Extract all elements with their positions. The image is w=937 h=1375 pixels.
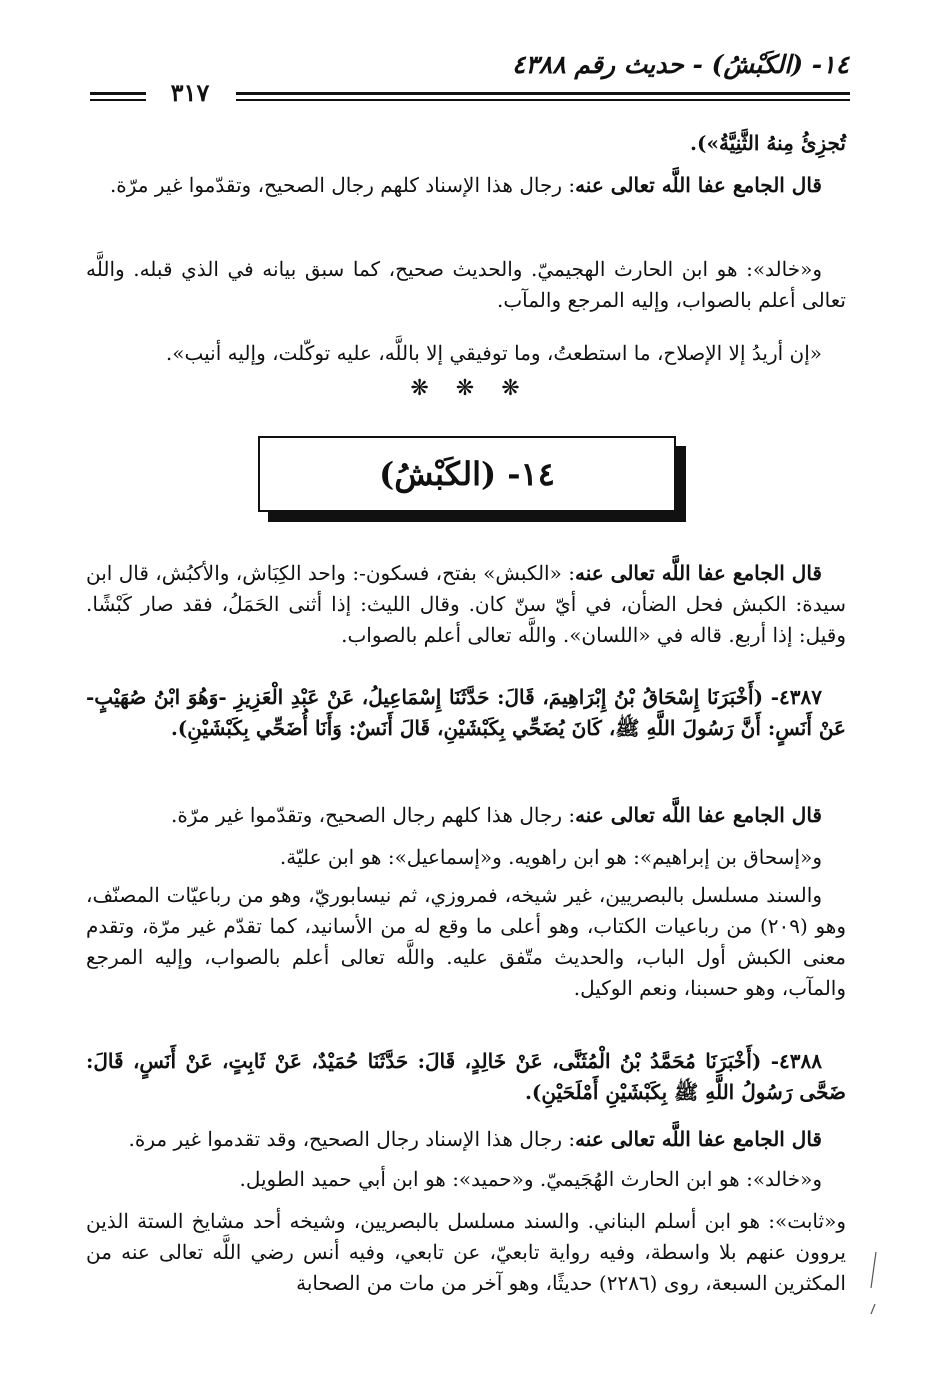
jami-lead: قال الجامع عفا اللَّه تعالى عنه [575, 803, 822, 827]
jami-lead: قال الجامع عفا اللَّه تعالى عنه [575, 1127, 822, 1151]
paragraph-text: : رجال هذا الإسناد كلهم رجال الصحيح، وتقدّموا غير مرّة. [109, 173, 576, 197]
paragraph-text: : رجال هذا كلهم رجال الصحيح، وتقدّموا غير مرّة. [171, 803, 576, 827]
hadith-4388: ٤٣٨٨- (أَخْبَرَنَا مُحَمَّدُ بْنُ الْمُثَنَّى، عَنْ خَالِدٍ، قَالَ: حَدَّثَنَا حُمَيْدٌ، عَنْ ثَابِتٍ، عَنْ أَنَسٍ، قَالَ: ضَحَّى رَسُولُ اللَّهِ ﷺ بِكَبْشَيْنِ أَمْلَحَيْنِ). [86, 1049, 846, 1104]
chapter-heading [258, 436, 676, 512]
header-rule-right [236, 92, 850, 101]
paragraph-khalid-1: و«خالد»: هو ابن الحارث الهجيميّ. والحديث صحيح، كما سبق بيانه في الذي قبله. واللَّه تعالى أعلم بالصواب، وإليه المرجع والمآب. [86, 257, 846, 312]
paragraph-jami-3 [86, 1124, 846, 1155]
paragraph-jami-1 [86, 170, 846, 201]
margin-pencil-mark-2 [866, 1300, 880, 1320]
chapter-title: ١٤- (الكَبْشُ) [379, 455, 555, 493]
jami-lead: قال الجامع عفا اللَّه تعالى عنه [575, 173, 822, 197]
margin-pencil-mark [866, 1250, 880, 1290]
jami-lead: قال الجامع عفا اللَّه تعالى عنه [574, 561, 822, 585]
paragraph-text: : «الكبش» بفتح، فسكون-: واحد الكِبَاش، والأكبُش، قال ابن سيدة: الكبش فحل الضأن، في أيّ سنّ كان. وقال الليث: إذا أثنى الحَمَلُ، فقد صار كَبْشًا. وقيل: إذا أربع. قاله في «اللسان». واللَّه تعالى أعلم بالصواب. [86, 561, 846, 647]
section-separator-stars: ❋ ❋ ❋ [410, 376, 530, 401]
paragraph-thabit: و«ثابت»: هو ابن أسلم البناني. والسند مسلسل بالبصريين، وشيخه أحد مشايخ الستة الذين يروون عنهم بلا واسطة، وفيه رواية تابعيّ، عن تابعي، وفيه أنس رضي اللَّه تعالى عنه من المكثرين السبعة، روى (٢٢٨٦) حديثًا، وهو آخر من مات من الصحابة [86, 1209, 846, 1295]
paragraph-text: : رجال هذا الإسناد رجال الصحيح، وقد تقدموا غير مرة. [128, 1127, 576, 1151]
paragraph-ishaq: و«إسحاق بن إبراهيم»: هو ابن راهويه. و«إسماعيل»: هو ابن عليّة. [279, 845, 822, 869]
paragraph-kabsh-definition [86, 558, 846, 651]
paragraph-sanad: والسند مسلسل بالبصريين، غير شيخه، فمروزي، ثم نيسابوريّ، وهو من رباعيّات المصنّف، وهو (٢٠٩) من رباعيات الكتاب، وهو أعلى ما وقع له من الأسانيد، كما تقدّم غير مرّة، وتقدم معنى الكبش أول الباب، والحديث متّفق عليه. واللَّه تعالى أعلم بالصواب، وإليه المرجع والمآب، وهو حسبنا، ونعم الوكيل. [86, 883, 846, 1000]
running-title: ١٤- (الكَبْشُ) - حديث رقم ٤٣٨٨ [511, 50, 849, 79]
continuation-line: تُجزِئُ مِنهُ الثَّنِيَّةُ»). [690, 131, 846, 155]
paragraph-jami-2 [86, 800, 846, 831]
header-rule-left [90, 92, 146, 101]
paragraph-khalid-2: و«خالد»: هو ابن الحارث الهُجَيميّ. و«حميد»: هو ابن أبي حميد الطويل. [239, 1167, 822, 1191]
closing-prayer: «إن أريدُ إلا الإصلاح، ما استطعتُ، وما توفيقي إلا باللَّه، عليه توكّلت، وإليه أنيب». [165, 341, 822, 365]
page-number: ٣١٧ [170, 78, 210, 107]
hadith-4387: ٤٣٨٧- (أَخْبَرَنَا إِسْحَاقُ بْنُ إِبْرَاهِيمَ، قَالَ: حَدَّثَنَا إِسْمَاعِيلُ، عَنْ عَبْدِ الْعَزِيزِ -وَهُوَ ابْنُ صُهَيْبٍ- عَنْ أَنَسٍ: أَنَّ رَسُولَ اللَّهِ ﷺ، كَانَ يُضَحِّي بِكَبْشَيْنِ، قَالَ أَنَسٌ: وَأَنَا أُضَحِّي بِكَبْشَيْنِ). [86, 685, 846, 740]
